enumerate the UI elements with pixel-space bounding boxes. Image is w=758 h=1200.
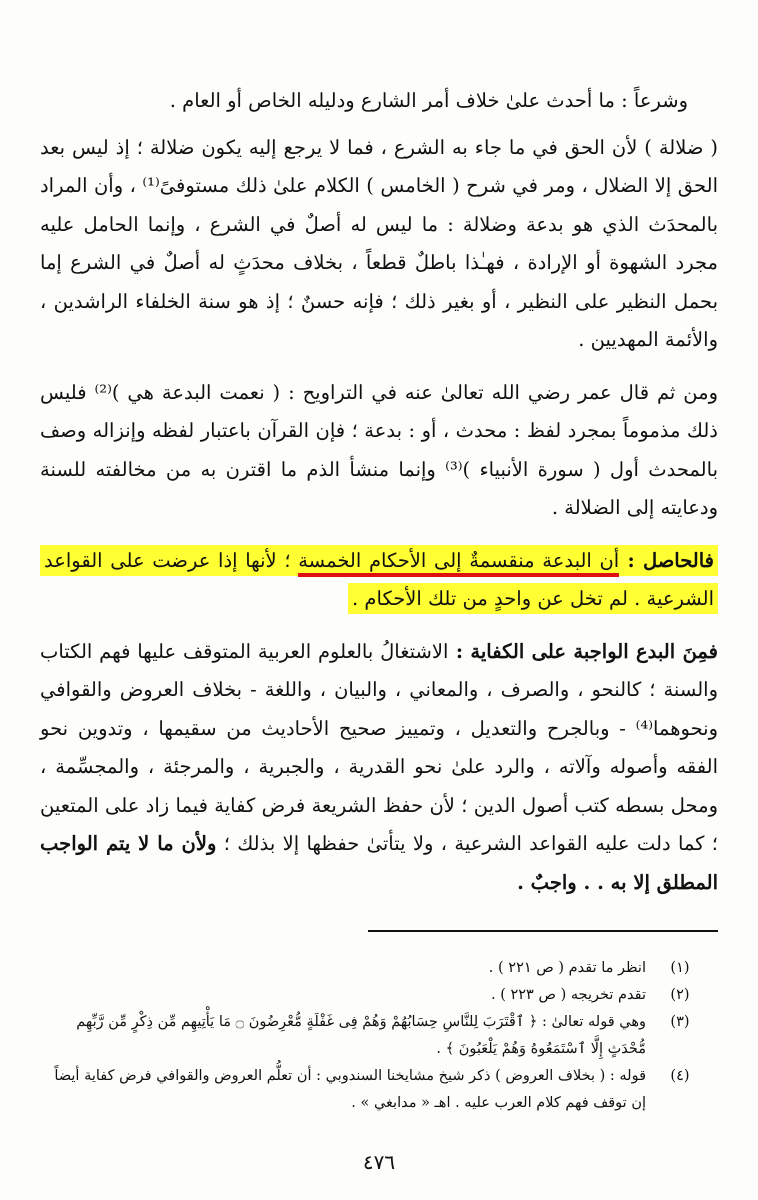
paragraph-umar-quote: ومن ثم قال عمر رضي الله تعالىٰ عنه في التراويح : ( نعمت البدعة هي )⁽²⁾ فليس ذلك مذموماً بمجرد لفظ : محدث ، أو : بدعة ؛ فإن القرآن باعتبار لفظه وإنزاله وصف بالمحدث أول ( سورة الأنبياء )⁽³⁾ وإنما منشأ الذم ما اقترن به من مخالفته للسنة ودعايته إلى الضلالة .	[40, 380, 718, 519]
footnote-separator	[368, 930, 718, 932]
footnotes	[40, 955, 718, 1117]
footnote-number: (٣)	[670, 1014, 690, 1030]
footnote-2	[40, 982, 718, 1009]
highlighted-summary	[40, 545, 718, 615]
obligatory-text: الاشتغالُ بالعلوم العربية المتوقف عليها فهم الكتاب والسنة ؛ كالنحو ، والصرف ، والمعاني ، والبيان ، واللغة - بخلاف العروض والقوافي ونحوهما⁽⁴⁾ - وبالجرح والتعديل ، وتمييز صحيح الأحاديث من سقيمها ، وتدوين نحو الفقه وأصوله وآلاته ، والرد علىٰ نحو القدرية ، والجبرية ، والمرجئة ، والمجسِّمة ، ومحل بسطه كتب أصول الدين ؛ لأن حفظ الشريعة فرض كفاية فيما زاد على المتعين ؛ كما دلت عليه القواعد الشرعية ، ولا يتأتىٰ حفظها إلا بذلك ؛	[40, 639, 718, 855]
obligatory-lead: فمِنَ البدع الواجبة على الكفاية :	[448, 639, 719, 663]
paragraph-definition	[40, 82, 718, 121]
summary-rest: ؛ لأنها إذا عرضت على القواعد الشرعية . لم تخل عن واحدٍ من تلك الأحكام .	[44, 548, 714, 610]
footnote-text: وهي قوله تعالىٰ : ﴿ ٱقْتَرَبَ لِلنَّاسِ حِسَابُهُمْ وَهُمْ فِى غَفْلَةٍ مُّعْرِضُونَ ۝ مَا يَأْتِيهِم مِّن ذِكْرٍ مِّن رَّبِّهِم مُّحْدَثٍ إِلَّا ٱسْتَمَعُوهُ وَهُمْ يَلْعَبُونَ ﴾ .	[76, 1014, 646, 1057]
footnote-number: (٢)	[670, 987, 690, 1003]
paragraph-misguidance: ( ضلالة ) لأن الحق في ما جاء به الشرع ، فما لا يرجع إليه يكون ضلالة ؛ إذ ليس بعد الحق إلا الضلال ، ومر في شرح ( الخامس ) الكلام علىٰ ذلك مستوفىً⁽¹⁾ ، وأن المراد بالمحدَث الذي هو بدعة وضلالة : ما ليس له أصلٌ في الشرع ، وإنما الحامل عليه مجرد الشهوة أو الإرادة ، فهـٰذا باطلٌ قطعاً ، بخلاف محدَثٍ له أصلٌ في الشرع إما بحمل النظير على النظير ، أو بغير ذلك ؛ فإنه حسنٌ ؛ إذ هو سنة الخلفاء الراشدين ، والأئمة المهديين .	[40, 135, 719, 351]
underlined-phrase: أن البدعة منقسمةٌ إلى الأحكام الخمسة	[298, 549, 619, 577]
footnote-number: (١)	[670, 960, 690, 976]
main-text	[40, 82, 718, 916]
footnote-4	[40, 1063, 718, 1117]
paragraph-definition-text: وشرعاً : ما أحدث علىٰ خلاف أمر الشارع ودليله الخاص أو العام .	[169, 89, 688, 112]
footnote-text: تقدم تخريجه ( ص ٢٢٣ ) .	[490, 987, 646, 1003]
paragraph-summary	[40, 542, 718, 619]
footnote-3	[40, 1009, 718, 1063]
paragraph-obligatory-innovations	[40, 633, 718, 903]
obligatory-tail: ولأن ما لا يتم الواجب المطلق إلا به . . واجبٌ .	[40, 832, 718, 894]
footnote-text: قوله : ( بخلاف العروض ) ذكر شيخ مشايخنا السندوبي : أن تعلُّم العروض والقوافي فرض كفاية أيضاً إن توقف فهم كلام العرب عليه . اهـ « مدابغي » .	[54, 1068, 646, 1111]
footnote-1	[40, 955, 718, 982]
page-number: ٤٧٦	[362, 1150, 396, 1174]
footnote-text: انظر ما تقدم ( ص ٢٢١ ) .	[488, 960, 646, 976]
footnote-number: (٤)	[670, 1068, 690, 1084]
summary-lead: فالحاصل :	[619, 548, 714, 572]
